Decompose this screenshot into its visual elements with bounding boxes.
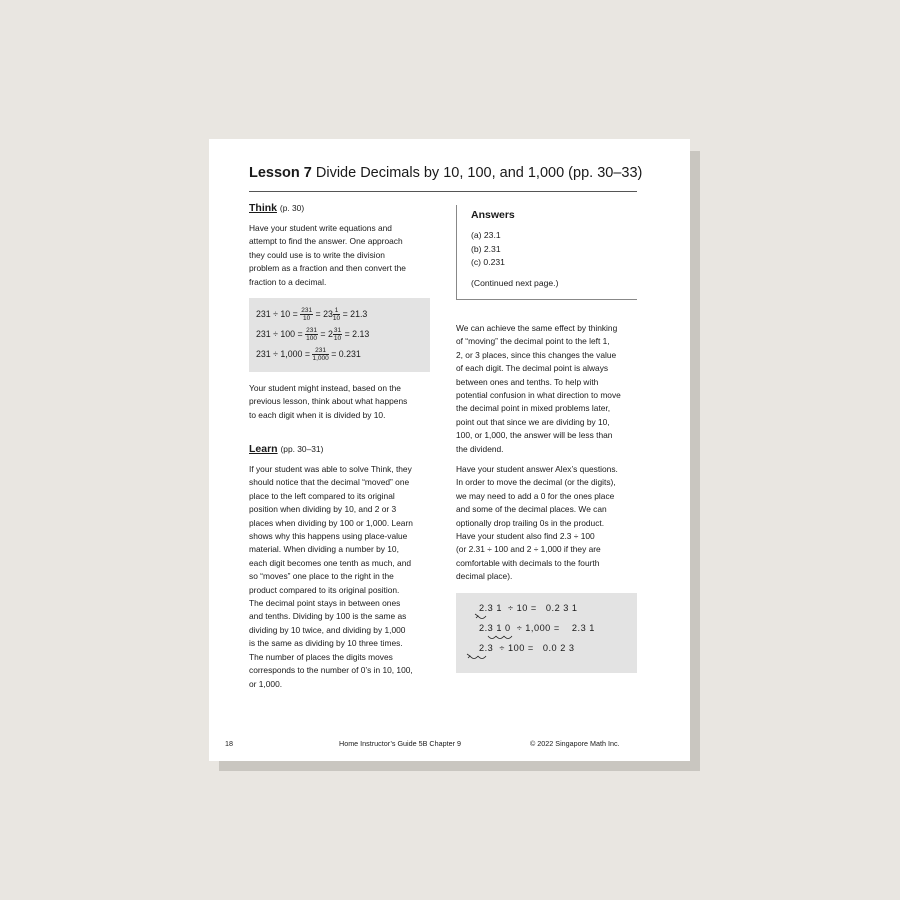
text-line: Have your student also find 2.3 ÷ 100: [456, 531, 595, 542]
text-line: corresponds to the number of 0’s in 10, 100,: [249, 665, 413, 676]
text-line: Have your student write equations and: [249, 223, 392, 233]
text-line: and tenths. Dividing by 100 is the same as: [249, 611, 407, 622]
answer-item: (a) 23.1: [471, 230, 501, 240]
text-line: place to the left compared to its original: [249, 490, 395, 501]
lesson-label: Lesson 7: [249, 165, 312, 181]
text-line: point out that since we are dividing by 10,: [456, 416, 610, 427]
text-line: fraction to a decimal.: [249, 276, 327, 287]
equation-row: 231 ÷ 1,000 = $\frac{231}{1,000}$ = 0.231: [256, 347, 361, 363]
text-line: The number of places the digits moves: [249, 651, 393, 662]
text-line: or 1,000.: [249, 678, 283, 689]
shift-example: 2.3 1 0 ÷ 1,000 = 2.3 1: [479, 623, 595, 633]
text-line: In order to move the decimal (or the digits),: [456, 477, 616, 488]
think-pages: (p. 30): [279, 203, 305, 213]
text-line: Have your student answer Alex’s questions.: [456, 464, 618, 474]
learn-pages: (pp. 30–31): [280, 444, 324, 454]
lesson-title: [249, 165, 643, 181]
text-line: product compared to its original position.: [249, 584, 400, 595]
think-followup: [249, 382, 434, 422]
learn-title: Learn: [249, 443, 278, 455]
text-line: and some of the decimal places. We can: [456, 504, 607, 515]
text-line: If your student was able to solve Think, they: [249, 464, 412, 474]
text-line: problem as a fraction and then convert the: [249, 263, 406, 274]
text-line: dividing by 10 twice, and dividing by 1,000: [249, 624, 406, 635]
text-line: The decimal point stays in between ones: [249, 598, 401, 609]
text-line: they could use is to write the division: [249, 249, 385, 260]
think-heading: [249, 202, 304, 214]
fraction-equations-box: [249, 298, 430, 372]
text-line: each digit becomes one tenth as much, and: [249, 557, 412, 568]
fraction: $\frac{231}{1,000}$: [312, 347, 329, 363]
text-line: Your student might instead, based on the: [249, 383, 401, 393]
text-line: previous lesson, think about what happens: [249, 396, 408, 407]
learn-body: [249, 463, 434, 691]
text-line: 2, or 3 places, since this changes the value: [456, 349, 617, 360]
equation-row: 231 ÷ 100 = $\frac{231}{100}$ = 2 $\frac{31}{10}$ = 2.13: [256, 327, 370, 343]
text-line: shows why this happens using place-value: [249, 531, 408, 542]
text-line: the dividend.: [456, 443, 504, 454]
text-line: to each digit when it is divided by 10.: [249, 409, 386, 420]
text-line: We can achieve the same effect by thinking: [456, 323, 618, 333]
shift-example: 2.3 ÷ 100 = 0.0 2 3: [479, 643, 575, 653]
answer-item: (c) 0.231: [471, 257, 505, 268]
fraction: $\frac{1}{10}$: [332, 307, 341, 323]
text-line: of each digit. The decimal point is always: [456, 363, 609, 374]
title-divider: [249, 191, 637, 192]
footer-guide-title: Home Instructor’s Guide 5B Chapter 9: [339, 739, 461, 748]
text-line: comfortable with decimals to the fourth: [456, 557, 600, 568]
right-paragraph-2: [456, 463, 646, 584]
think-title: Think: [249, 202, 277, 214]
text-line: position when dividing by 10, and 2 or 3: [249, 504, 397, 515]
answer-item: (b) 2.31: [471, 243, 501, 254]
text-line: optionally drop trailing 0s in the product.: [456, 517, 605, 528]
text-line: decimal place).: [456, 571, 513, 582]
text-line: should notice that the decimal “moved” one: [249, 477, 410, 488]
text-line: we may need to add a 0 for the ones place: [456, 490, 615, 501]
text-line: is the same as dividing by 10 three times.: [249, 638, 403, 649]
shift-arrows-icon: [456, 593, 637, 673]
decimal-shift-box: [456, 593, 637, 673]
continued-note: (Continued next page.): [471, 277, 559, 288]
text-line: (or 2.31 ÷ 100 and 2 ÷ 1,000 if they are: [456, 544, 601, 555]
text-line: potential confusion in what direction to move: [456, 390, 621, 401]
fraction: $\frac{31}{10}$: [333, 327, 342, 343]
page-number: 18: [225, 739, 233, 748]
answers-box: [456, 205, 637, 300]
text-line: 100, or 1,000, the answer will be less than: [456, 430, 613, 441]
text-line: between ones and tenths. To help with: [456, 376, 599, 387]
fraction: $\frac{231}{10}$: [301, 307, 313, 323]
text-line: of “moving” the decimal point to the left 1,: [456, 336, 610, 347]
text-line: places when dividing by 100 or 1,000. Learn: [249, 517, 413, 528]
shift-example: 2.3 1 ÷ 10 = 0.2 3 1: [479, 603, 578, 613]
document-page: [209, 139, 690, 761]
answers-heading: Answers: [471, 209, 515, 221]
footer-copyright: © 2022 Singapore Math Inc.: [530, 739, 620, 748]
text-line: attempt to find the answer. One approach: [249, 236, 403, 247]
equation-row: 231 ÷ 10 = $\frac{231}{10}$ = 23 $\frac{1}{10}$ = 21.3: [256, 307, 368, 323]
text-line: so “moves” one place to the right in the: [249, 571, 394, 582]
learn-heading: [249, 443, 323, 455]
fraction: $\frac{231}{100}$: [306, 327, 317, 343]
right-paragraph-1: [456, 322, 646, 456]
think-intro: [249, 222, 434, 289]
text-line: material. When dividing a number by 10,: [249, 544, 399, 555]
text-line: the decimal point in mixed problems later,: [456, 403, 611, 414]
lesson-heading: Divide Decimals by 10, 100, and 1,000 (pp. 30–33): [315, 165, 643, 181]
